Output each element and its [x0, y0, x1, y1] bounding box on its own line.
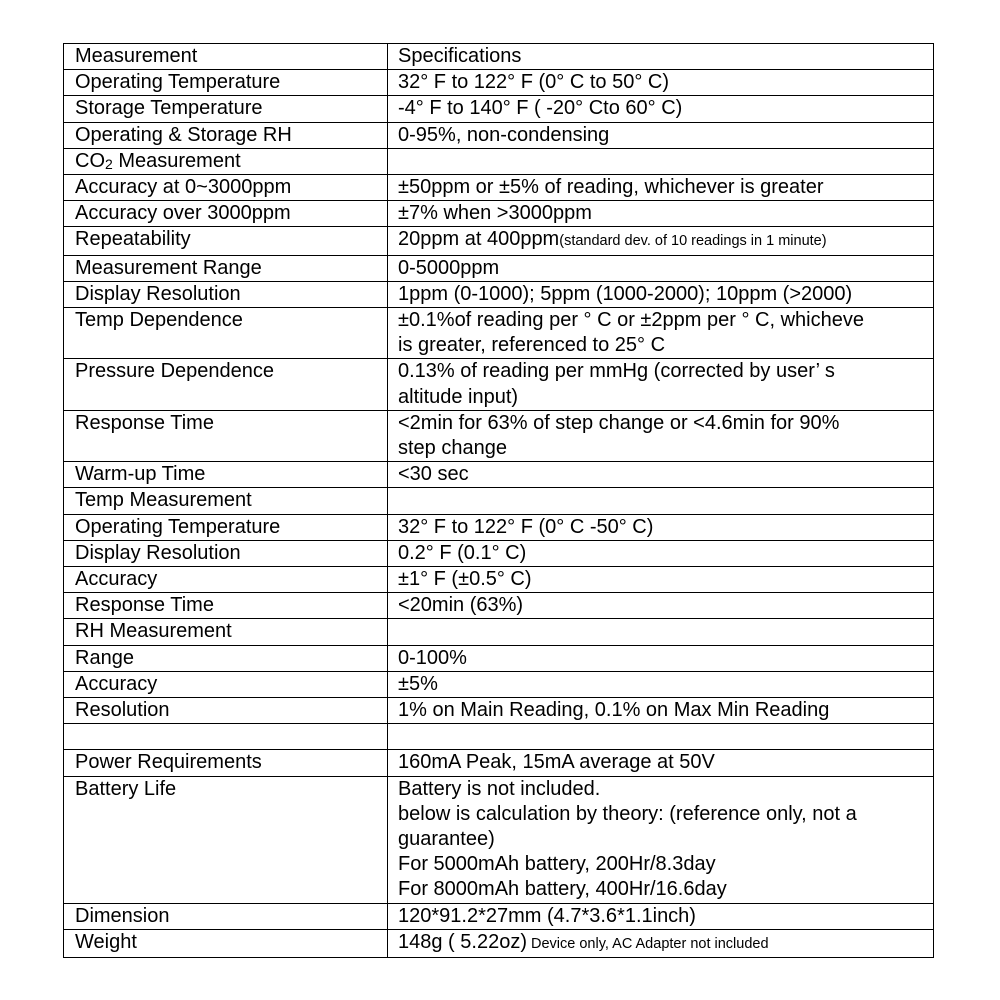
- row-label: [64, 724, 388, 750]
- row-label: Pressure Dependence: [64, 359, 388, 410]
- table-row: [64, 96, 934, 122]
- weight-note: Device only, AC Adapter not included: [526, 935, 769, 952]
- row-label: Operating Temperature: [64, 70, 388, 96]
- row-value: 0.13% of reading per mmHg (corrected by user’ s altitude input): [388, 359, 934, 410]
- row-value: 1% on Main Reading, 0.1% on Max Min Reading: [388, 698, 934, 724]
- row-value: [388, 227, 934, 255]
- table-row: [64, 255, 934, 281]
- section-label-co2: [64, 148, 388, 174]
- table-row: [64, 645, 934, 671]
- table-row: [64, 359, 934, 410]
- table-row: [64, 776, 934, 903]
- table-row: [64, 514, 934, 540]
- row-label: Accuracy over 3000ppm: [64, 201, 388, 227]
- table-row: [64, 462, 934, 488]
- row-label: Range: [64, 645, 388, 671]
- row-label: Battery Life: [64, 776, 388, 903]
- row-label: Weight: [64, 929, 388, 957]
- row-value: ±5%: [388, 671, 934, 697]
- row-value: 32° F to 122° F (0° C to 50° C): [388, 70, 934, 96]
- row-label: Power Requirements: [64, 750, 388, 776]
- table-row: [64, 227, 934, 255]
- row-value: 0.2° F (0.1° C): [388, 540, 934, 566]
- section-row-rh: [64, 619, 934, 645]
- row-label: Temp Dependence: [64, 308, 388, 359]
- header-specifications: Specifications: [388, 44, 934, 70]
- section-row-temp: [64, 488, 934, 514]
- weight-value: 148g ( 5.22oz): [398, 930, 527, 953]
- table-row: [64, 698, 934, 724]
- row-value: -4° F to 140° F ( -20° Cto 60° C): [388, 96, 934, 122]
- row-label: Accuracy: [64, 671, 388, 697]
- table-row: [64, 671, 934, 697]
- row-value: 120*91.2*27mm (4.7*3.6*1.1inch): [388, 903, 934, 929]
- row-value: [388, 929, 934, 957]
- row-label: Warm-up Time: [64, 462, 388, 488]
- co2-label-subscript: 2: [105, 155, 113, 172]
- table-row: [64, 122, 934, 148]
- table-row: [64, 903, 934, 929]
- row-value: Battery is not included. below is calculation by theory: (reference only, not a guarantee) For 5000mAh battery, 200Hr/8.3day For 8000mAh battery, 400Hr/16.6day: [388, 776, 934, 903]
- table-row: [64, 929, 934, 957]
- row-value: 32° F to 122° F (0° C -50° C): [388, 514, 934, 540]
- repeatability-value: 20ppm at 400ppm: [398, 228, 560, 251]
- row-value: [388, 619, 934, 645]
- table-row: [64, 308, 934, 359]
- table-row: [64, 70, 934, 96]
- table-row: [64, 281, 934, 307]
- row-label: Response Time: [64, 593, 388, 619]
- section-label: Temp Measurement: [64, 488, 388, 514]
- table-row: [64, 750, 934, 776]
- row-value: 0-5000ppm: [388, 255, 934, 281]
- specifications-table: [63, 43, 934, 958]
- row-label: Operating & Storage RH: [64, 122, 388, 148]
- table-row: [64, 540, 934, 566]
- row-label: Accuracy: [64, 567, 388, 593]
- row-value: ±7% when >3000ppm: [388, 201, 934, 227]
- row-label: Storage Temperature: [64, 96, 388, 122]
- co2-label-rest: Measurement: [112, 149, 241, 172]
- row-value: ±1° F (±0.5° C): [388, 567, 934, 593]
- row-value: 1ppm (0-1000); 5ppm (1000-2000); 10ppm (>2000): [388, 281, 934, 307]
- row-value: <20min (63%): [388, 593, 934, 619]
- section-label: RH Measurement: [64, 619, 388, 645]
- repeatability-note: (standard dev. of 10 readings in 1 minute): [559, 233, 827, 250]
- co2-label-main: CO: [75, 149, 105, 172]
- row-label: Resolution: [64, 698, 388, 724]
- row-value: [388, 488, 934, 514]
- table-row: [64, 567, 934, 593]
- table-row: [64, 410, 934, 461]
- row-label: Accuracy at 0~3000ppm: [64, 175, 388, 201]
- table-header-row: [64, 44, 934, 70]
- row-value: 0-100%: [388, 645, 934, 671]
- row-value: [388, 724, 934, 750]
- row-label: Display Resolution: [64, 281, 388, 307]
- row-value: ±50ppm or ±5% of reading, whichever is greater: [388, 175, 934, 201]
- row-label: Dimension: [64, 903, 388, 929]
- table-row: [64, 201, 934, 227]
- row-value: <2min for 63% of step change or <4.6min for 90% step change: [388, 410, 934, 461]
- row-value: [388, 148, 934, 174]
- section-row-co2: [64, 148, 934, 174]
- row-label: Repeatability: [64, 227, 388, 255]
- row-label: Operating Temperature: [64, 514, 388, 540]
- row-label: Response Time: [64, 410, 388, 461]
- row-value: 160mA Peak, 15mA average at 50V: [388, 750, 934, 776]
- row-label: Display Resolution: [64, 540, 388, 566]
- header-measurement: Measurement: [64, 44, 388, 70]
- table-row: [64, 175, 934, 201]
- table-row: [64, 593, 934, 619]
- row-label: Measurement Range: [64, 255, 388, 281]
- row-value: <30 sec: [388, 462, 934, 488]
- row-value: 0-95%, non-condensing: [388, 122, 934, 148]
- empty-row: [64, 724, 934, 750]
- row-value: ±0.1%of reading per ° C or ±2ppm per ° C, whicheve is greater, referenced to 25° C: [388, 308, 934, 359]
